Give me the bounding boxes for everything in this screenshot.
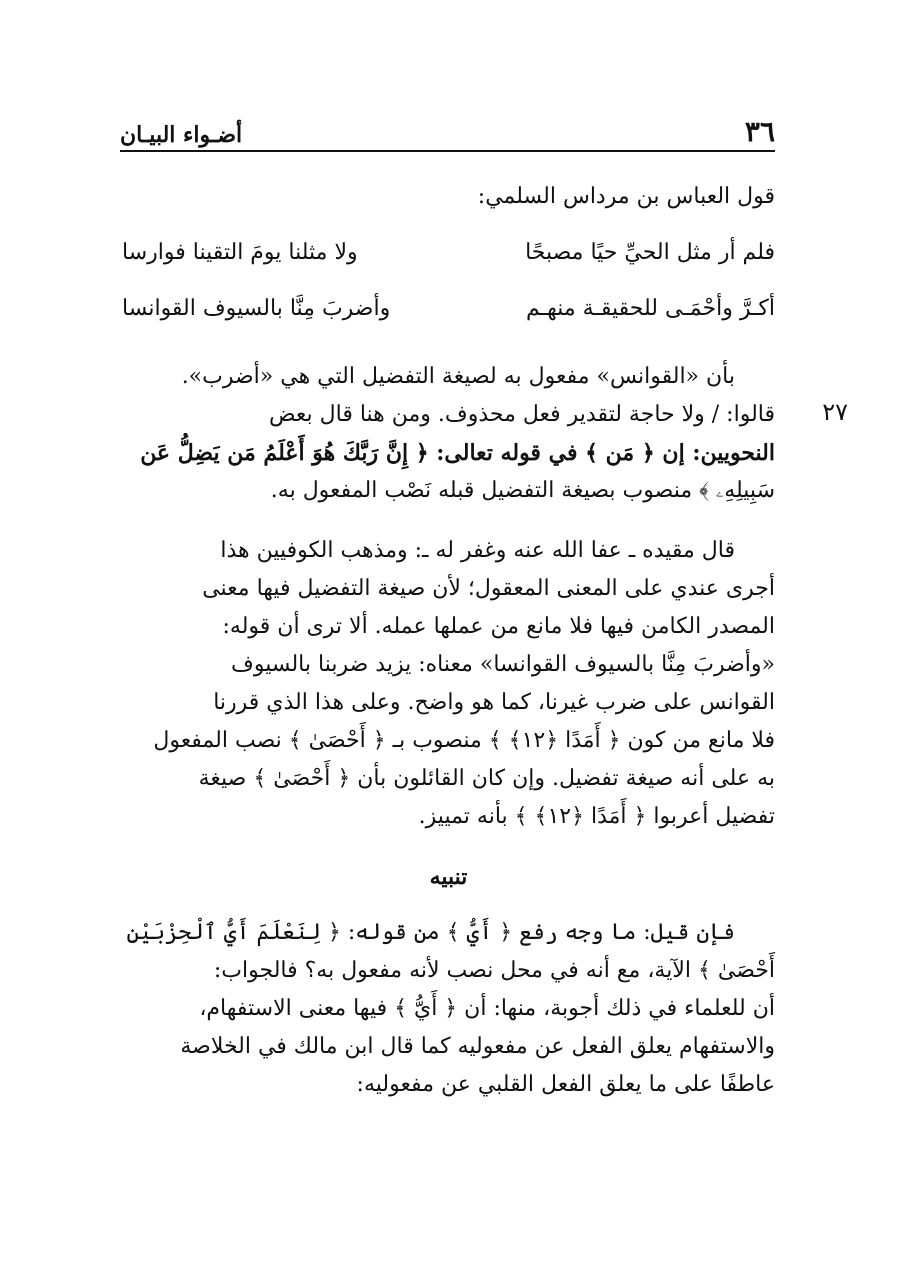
section-heading: تنبيه [429, 864, 468, 890]
paragraph-line: عاطفًا على ما يعلق الفعل القلبي عن مفعوليه: [356, 1072, 775, 1097]
page-body [122, 172, 775, 1104]
paragraph-line: والاستفهام يعلق الفعل عن مفعوليه كما قال ابن مالك في الخلاصة [180, 1034, 775, 1059]
paragraph-line: أن للعلماء في ذلك أجوبة، منها: أن ﴿ أَيُّ ﴾ فيها معنى الاستفهام، [199, 996, 775, 1021]
verse-1-first-hemistich: فلم أر مثل الحيِّ حيًا مصبحًا [525, 240, 775, 265]
paragraph-line: سَبِيلِهِۦ ﴾ منصوب بصيغة التفضيل قبله نَصْب المفعول به. [270, 478, 775, 503]
verse-2-first-hemistich: أكـرَّ وأحْمَـى للحقيقـة منهـم [526, 296, 775, 321]
paragraph-line: فلا مانع من كون ﴿ أَمَدًا ﴿١٢﴾ ﴾ منصوب بـ ﴿ أَحْصَىٰ ﴾ نصب المفعول [153, 728, 775, 753]
page-number: ٣٦ [744, 115, 775, 148]
verse-line-2 [122, 290, 775, 328]
margin-note: ٢٧ [822, 398, 848, 426]
paragraph-line: النحويين: إن ﴿ مَن ﴾ في قوله تعالى: ﴿ إِنَّ رَبَّكَ هُوَ أَعْلَمُ مَن يَضِلُّ عَن [140, 440, 775, 466]
paragraph-line: أجرى عندي على المعنى المعقول؛ لأن صيغة التفضيل فيها معنى [202, 576, 775, 601]
page-header [120, 108, 775, 152]
paragraph-line: «وأضربَ مِنَّا بالسيوف القوانسا» معناه: يزيد ضربنا بالسيوف [231, 652, 775, 677]
paragraph-line: قال مقيده ـ عفا الله عنه وغفر له ـ: ومذهب الكوفيين هذا [220, 538, 735, 563]
paragraph-line: المصدر الكامن فيها فلا مانع من عملها عمله. ألا ترى أن قوله: [222, 614, 775, 639]
verse-1-second-hemistich: ولا مثلنا يومَ التقينا فوارسا [122, 240, 358, 265]
verse-line-1 [122, 234, 775, 272]
paragraph-1 [122, 358, 775, 510]
paragraph-line: به على أنه صيغة تفضيل. وإن كان القائلون بأن ﴿ أَحْصَىٰ ﴾ صيغة [198, 766, 775, 791]
running-title: أضـواء البيـان [120, 122, 243, 148]
verse-2-second-hemistich: وأضربَ مِنَّا بالسيوف القوانسا [122, 296, 391, 321]
paragraph-line: فإن قيل: ما وجه رفع ﴿ أَيُّ ﴾ من قوله: ﴿ لِنَعْلَمَ أَيُّ ٱلْحِزْبَيْنِ [126, 920, 735, 945]
paragraph-line: تفضيل أعربوا ﴿ أَمَدًا ﴿١٢﴾ ﴾ بأنه تمييز. [418, 804, 775, 829]
paragraph-line: القوانس على ضرب غيرنا، كما هو واضح. وعلى هذا الذي قررنا [213, 690, 775, 715]
paragraph-3 [122, 914, 775, 1104]
paragraph-line: أَحْصَىٰ ﴾ الآية، مع أنه في محل نصب لأنه مفعول به؟ فالجواب: [213, 958, 775, 983]
paragraph-2 [122, 532, 775, 836]
intro-line: قول العباس بن مرداس السلمي: [477, 184, 775, 209]
paragraph-line: بأن «القوانس» مفعول به لصيغة التفضيل التي هي «أضرب». [181, 364, 735, 389]
paragraph-line: قالوا: / ولا حاجة لتقدير فعل محذوف. ومن هنا قال بعض [268, 402, 775, 427]
